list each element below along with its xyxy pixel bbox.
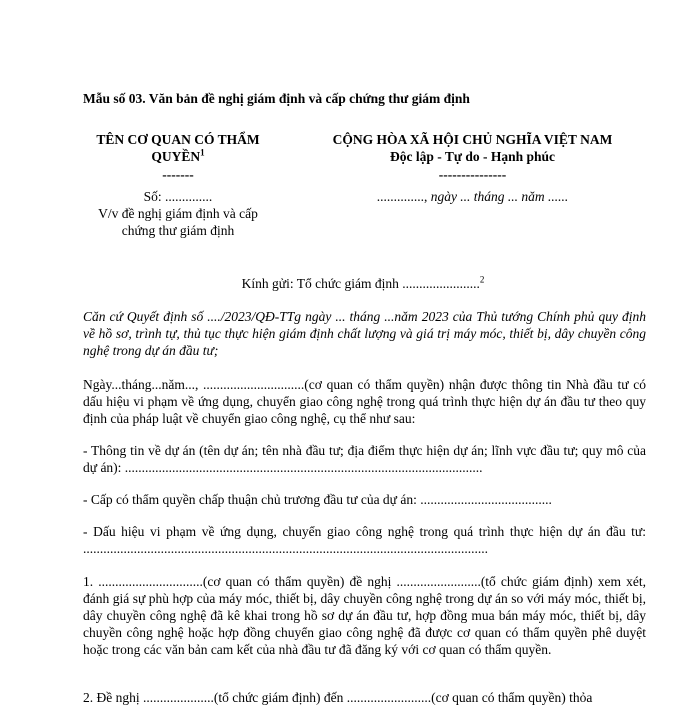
subject-line-1: V/v đề nghị giám định và cấp: [98, 206, 258, 221]
national-motto: Độc lập - Tự do - Hạnh phúc: [389, 149, 556, 164]
document-number: Số: ..............: [143, 189, 213, 204]
agency-name: TÊN CƠ QUAN CÓ THẨM QUYỀN$^1$: [96, 132, 260, 164]
bullet-violation-signs: - Dấu hiệu vi phạm về ứng dụng, chuyển giao công nghệ trong quá trình thực hiện dự án đầu tư: ........................................................................................................................: [83, 524, 646, 556]
form-title: Mẫu số 03. Văn bản đề nghị giám định và cấp chứng thư giám định: [83, 91, 470, 106]
nation-name: CỘNG HÒA XÃ HỘI CHỦ NGHĨA VIỆT NAM: [332, 132, 613, 147]
item-2: 2. Đề nghị .....................(tổ chức giám định) đến .........................(cơ quan có thẩm quyền) thỏa: [83, 690, 593, 705]
recipient-line: Kính gửi: Tổ chức giám định .......................$^2$: [241, 274, 485, 291]
left-divider: -------: [162, 167, 194, 182]
bullet-approval-authority: - Cấp có thẩm quyền chấp thuận chủ trương đầu tư của dự án: .......................................: [83, 492, 552, 507]
right-divider: ---------------: [438, 167, 507, 182]
footnote-ref: 2: [479, 274, 485, 285]
legal-basis: Căn cứ Quyết định số ..../2023/QĐ-TTg ngày ... tháng ...năm 2023 của Thủ tướng Chính phủ quy định về hồ sơ, trình tự, thủ tục thực hiện giám định chất lượng và giá trị máy móc, thiết bị, dây chuyền công nghệ trong dự án đầu tư;: [83, 309, 646, 358]
subject-line-2: chứng thư giám định: [121, 223, 235, 238]
footnote-ref: 1: [200, 147, 205, 158]
intro-paragraph: Ngày...tháng...năm..., ..............................(cơ quan có thẩm quyền) nhận được thông tin Nhà đầu tư có dấu hiệu vi phạm về ứng dụng, chuyển giao công nghệ trong quá trình thực hiện dự án đầu tư theo quy định của pháp luật về chuyển giao công nghệ, cụ thể như sau:: [83, 377, 646, 426]
item-1: 1. ...............................(cơ quan có thẩm quyền) đề nghị .........................(tổ chức giám định) xem xét, đánh giá sự phù hợp của máy móc, thiết bị, dây chuyền công nghệ trong dự án so với máy móc, thiết bị, dây chuyền công nghệ đã kê khai trong hồ sơ dự án đầu tư, hợp đồng mua bán máy móc, thiết bị, dây chuyền công nghệ hoặc hợp đồng chuyển giao công nghệ đã được cơ quan có thẩm quyền phê duyệt hoặc trong các văn bản cam kết của nhà đầu tư đã đăng ký với cơ quan có thẩm quyền.: [83, 574, 646, 657]
date-line: .............., ngày ... tháng ... năm ......: [376, 189, 569, 204]
bullet-project-info: - Thông tin về dự án (tên dự án; tên nhà đầu tư; địa điểm thực hiện dự án; lĩnh vực đầu tư; quy mô của dự án): ..........................................................................................................: [83, 443, 646, 475]
